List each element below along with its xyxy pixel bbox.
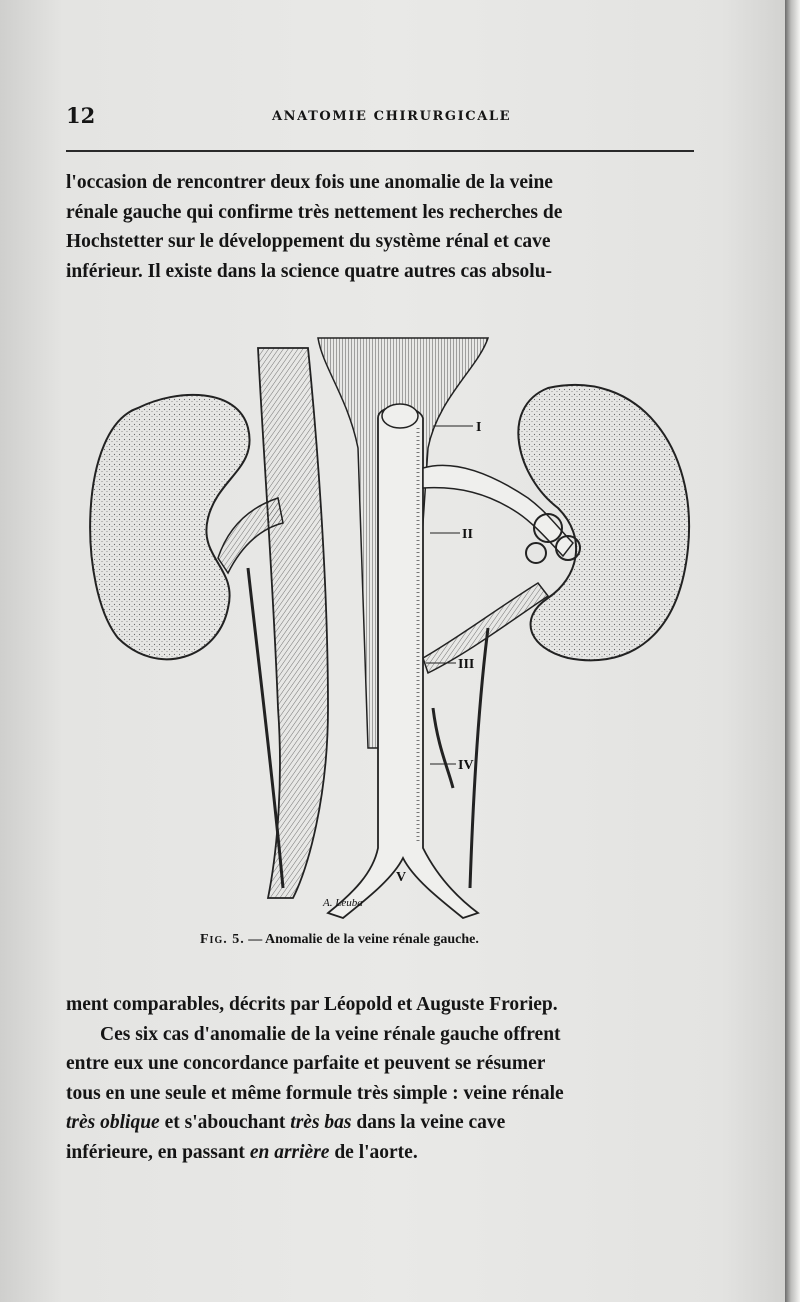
figure-label-II: II bbox=[462, 527, 473, 542]
emphasis-text: très oblique bbox=[66, 1112, 160, 1133]
text-line: Ces six cas d'anomalie de la veine rénale gauche offrent bbox=[100, 1023, 561, 1045]
text-line: ment comparables, décrits par Léopold et Auguste Froriep. bbox=[66, 994, 558, 1015]
figure-label-V: V bbox=[396, 870, 407, 885]
paragraph-1 bbox=[66, 168, 698, 286]
engraver-signature: A. Leuba bbox=[323, 897, 363, 909]
text-line bbox=[66, 1138, 698, 1168]
text-line: tous en une seule et même formule très simple : veine rénale bbox=[66, 1082, 564, 1104]
vena-cava bbox=[258, 348, 328, 898]
figure-caption bbox=[200, 932, 479, 948]
figure-label-III: III bbox=[458, 657, 475, 672]
kidney-veins-engraving bbox=[78, 328, 710, 928]
text-line: inférieur. Il existe dans la science quatre autres cas absolu- bbox=[66, 260, 553, 282]
text-span: inférieure, en passant bbox=[66, 1141, 250, 1163]
text-line: entre eux une concordance parfaite et peuvent se résumer bbox=[66, 1053, 546, 1074]
text-line: rénale gauche qui confirme très nettement les recherches de bbox=[66, 201, 563, 223]
paragraph-2 bbox=[66, 990, 698, 1167]
figure-number: Fig. 5. bbox=[200, 932, 245, 947]
anatomical-illustration bbox=[78, 328, 710, 928]
running-title: ANATOMIE CHIRURGICALE bbox=[272, 109, 512, 124]
text-span: et s'abouchant bbox=[159, 1112, 291, 1133]
left-kidney bbox=[90, 395, 249, 659]
page-edge-shadow bbox=[785, 0, 800, 1302]
page-number: 12 bbox=[66, 103, 96, 128]
figure-caption-text: — Anomalie de la veine rénale gauche. bbox=[244, 932, 479, 947]
text-line: Hochstetter sur le développement du système rénal et cave bbox=[66, 231, 551, 252]
text-span: de l'aorte. bbox=[329, 1141, 418, 1163]
emphasis-text: en arrière bbox=[249, 1141, 330, 1163]
figure-label-IV: IV bbox=[458, 758, 474, 773]
header-rule bbox=[66, 150, 694, 152]
figure-label-I: I bbox=[476, 420, 482, 435]
text-line bbox=[66, 1108, 698, 1138]
text-span: dans la veine cave bbox=[351, 1112, 506, 1133]
emphasis-text: très bas bbox=[290, 1112, 352, 1133]
text-line: l'occasion de rencontrer deux fois une anomalie de la veine bbox=[66, 172, 553, 193]
running-head bbox=[66, 103, 694, 131]
